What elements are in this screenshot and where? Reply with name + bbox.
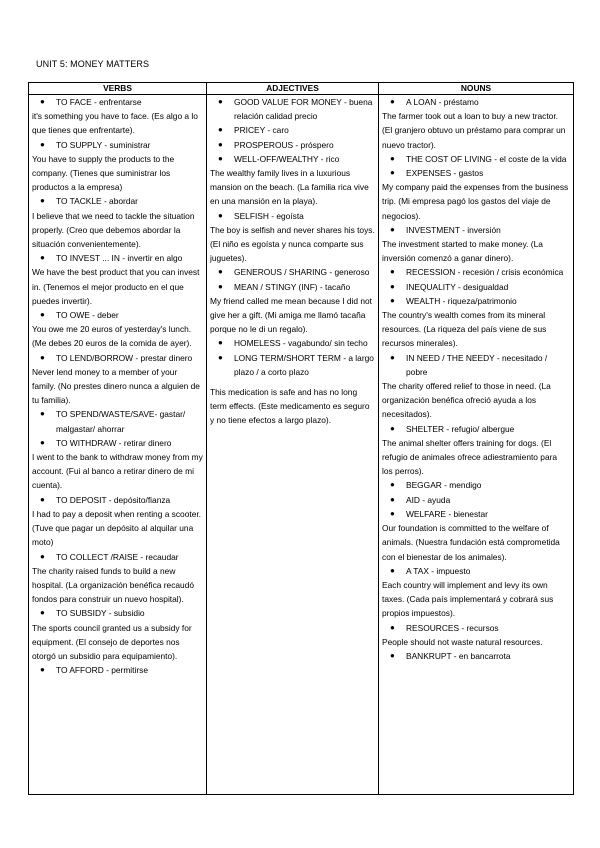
bullet-icon: ●	[218, 153, 223, 163]
vocab-term	[382, 478, 570, 492]
vocab-term-text: TO WITHDRAW - retirar dinero	[56, 437, 172, 448]
vocab-term-text: HOMELESS - vagabundo/ sin techo	[234, 338, 368, 349]
vocab-term	[32, 606, 203, 620]
vocab-term	[32, 407, 203, 435]
vocab-term-text: SELFISH - egoísta	[234, 210, 304, 221]
vocab-term	[32, 493, 203, 507]
bullet-icon: ●	[390, 267, 395, 277]
bullet-icon: ●	[390, 622, 395, 632]
bullet-icon: ●	[390, 480, 395, 490]
example-sentence: The investment started to make money. (La inversión comenzó a ganar dinero).	[382, 239, 543, 264]
vocab-term-text: INVESTMENT - inversión	[406, 224, 501, 235]
vocab-term	[32, 194, 203, 208]
vocab-term	[382, 564, 570, 578]
bullet-icon: ●	[218, 352, 223, 362]
vocab-term	[382, 280, 570, 294]
vocab-term-text: TO SPEND/WASTE/SAVE- gastar/ malgastar/ ahorrar	[56, 409, 186, 434]
vocab-term	[32, 436, 203, 450]
vocab-term	[32, 308, 203, 322]
example-sentence: The farmer took out a loan to buy a new tractor. (El granjero obtuvo un préstamo para comprar un nuevo tractor).	[382, 111, 566, 150]
adjectives-column	[207, 95, 379, 795]
example-sentence: My company paid the expenses from the business trip. (Mi empresa pagó los gastos del viaje de negocios).	[382, 182, 569, 221]
vocab-term	[210, 152, 375, 166]
bullet-icon: ●	[218, 267, 223, 277]
vocab-term-text: A TAX - impuesto	[406, 565, 471, 576]
vocab-term	[210, 95, 375, 123]
vocab-term-text: TO COLLECT /RAISE - recaudar	[56, 551, 179, 562]
vocab-term-text: TO TACKLE - abordar	[56, 196, 138, 207]
vocab-term	[210, 265, 375, 279]
example-sentence: Never lend money to a member of your family. (No prestes dinero nunca a alguien de tu familia).	[32, 366, 200, 406]
vocabulary-table	[28, 82, 574, 795]
bullet-icon: ●	[40, 665, 45, 675]
bullet-icon: ●	[40, 139, 45, 149]
vocab-term-text: RECESSION - recesión / crisis económica	[406, 267, 564, 278]
vocab-term	[210, 336, 375, 350]
example-sentence: My friend called me mean because I did not give her a gift. (Mi amiga me llamó tacaña porque no le di un regalo).	[210, 295, 373, 335]
example-sentence: I believe that we need to tackle the situation properly. (Creo que debemos abordar la situación convenientemente).	[32, 210, 195, 250]
vocab-term	[32, 351, 203, 365]
header-adjectives: ADJECTIVES	[207, 83, 379, 95]
bullet-icon: ●	[40, 437, 45, 447]
bullet-icon: ●	[40, 608, 45, 618]
example-sentence: People should not waste natural resources.	[382, 636, 543, 647]
vocab-term-text: EXPENSES - gastos	[406, 168, 484, 179]
vocab-term	[210, 138, 375, 152]
vocab-term-text: TO SUPPLY - suministrar	[56, 139, 151, 150]
bullet-icon: ●	[218, 97, 223, 106]
vocab-term-text: INEQUALITY - desigualdad	[406, 281, 509, 292]
bullet-icon: ●	[390, 281, 395, 291]
bullet-icon: ●	[40, 409, 45, 419]
example-sentence: You owe me 20 euros of yesterday's lunch. (Me debes 20 euros de la comida de ayer).	[32, 324, 192, 349]
bullet-icon: ●	[40, 494, 45, 504]
example-sentence: The boy is selfish and never shares his toys. (El niño es egoísta y nunca comparte sus juguetes).	[210, 224, 375, 264]
example-sentence: it's something you have to face. (Es algo a lo que tienes que enfrentarte).	[32, 111, 198, 136]
vocab-term-text: BANKRUPT - en bancarrota	[406, 650, 511, 661]
example-sentence: The wealthy family lives in a luxurious mansion on the beach. (La familia rica vive en una mansión en la playa).	[210, 168, 369, 207]
example-sentence: This medication is safe and has no long term effects. (Este medicamento es seguro y no tiene efectos a largo plazo).	[210, 387, 370, 426]
vocab-term	[32, 95, 203, 109]
vocab-term	[32, 138, 203, 152]
bullet-icon: ●	[390, 168, 395, 178]
bullet-icon: ●	[40, 551, 45, 561]
bullet-icon: ●	[390, 224, 395, 234]
example-sentence: The sports council granted us a subsidy for equipment. (El consejo de deportes nos otorgó un subsidio para equipamiento).	[32, 622, 192, 661]
bullet-icon: ●	[218, 210, 223, 220]
vocab-term-text: AID - ayuda	[406, 494, 451, 505]
vocab-term-text: RESOURCES - recursos	[406, 622, 499, 633]
verbs-column	[29, 95, 207, 795]
nouns-column	[379, 95, 574, 795]
vocab-term	[382, 649, 570, 663]
bullet-icon: ●	[390, 97, 395, 106]
bullet-icon: ●	[390, 494, 395, 504]
vocab-term-text: GENEROUS / SHARING - generoso	[234, 267, 370, 278]
vocab-term-text: WEALTH - riqueza/patrimonio	[406, 295, 517, 306]
vocab-term	[382, 166, 570, 180]
vocab-term	[382, 223, 570, 237]
bullet-icon: ●	[218, 125, 223, 135]
vocab-term-text: TO DEPOSIT - depósito/fianza	[56, 494, 171, 505]
vocab-term	[382, 493, 570, 507]
vocab-term	[382, 351, 570, 379]
bullet-icon: ●	[390, 423, 395, 433]
vocab-term	[210, 123, 375, 137]
vocab-term-text: TO INVEST ... IN - invertir en algo	[56, 253, 183, 264]
vocab-term-text: GOOD VALUE FOR MONEY - buena relación calidad precio	[234, 97, 373, 122]
bullet-icon: ●	[40, 352, 45, 362]
example-sentence: We have the best product that you can invest in. (Tenemos el mejor producto en el que puedes invertir).	[32, 267, 200, 306]
example-sentence: You have to supply the products to the company. (Tienes que suministrar los productos a la empresa)	[32, 153, 175, 193]
bullet-icon: ●	[40, 196, 45, 206]
vocab-term-text: MEAN / STINGY (INF) - tacaño	[234, 281, 351, 292]
bullet-icon: ●	[218, 281, 223, 291]
vocab-term-text: TO FACE - enfrentarse	[56, 97, 142, 107]
vocab-term	[210, 280, 375, 294]
bullet-icon: ●	[40, 97, 45, 106]
bullet-icon: ●	[390, 295, 395, 305]
vocab-term-text: THE COST OF LIVING - el coste de la vida	[406, 153, 567, 164]
vocab-term-text: PROSPEROUS - próspero	[234, 139, 334, 150]
vocab-term	[382, 95, 570, 109]
vocab-term-text: WELFARE - bienestar	[406, 508, 488, 519]
vocab-term-text: TO LEND/BORROW - prestar dinero	[56, 352, 193, 363]
vocab-term-text: A LOAN - préstamo	[406, 97, 479, 107]
vocab-term	[210, 351, 375, 379]
table-header-row	[29, 83, 574, 95]
bullet-icon: ●	[40, 253, 45, 263]
vocab-term	[382, 294, 570, 308]
vocab-term-text: TO SUBSIDY - subsidio	[56, 608, 145, 619]
vocab-term	[382, 621, 570, 635]
example-sentence: I had to pay a deposit when renting a scooter. (Tuve que pagar un depósito al alquilar una moto)	[32, 508, 202, 548]
bullet-icon: ●	[40, 310, 45, 320]
vocab-term-text: PRICEY - caro	[234, 125, 289, 136]
example-sentence: Each country will implement and levy its own taxes. (Cada país implementará y cobrará sus propios impuestos).	[382, 579, 554, 619]
vocab-term	[32, 251, 203, 265]
bullet-icon: ●	[390, 565, 395, 575]
vocab-term-text: IN NEED / THE NEEDY - necesitado / pobre	[406, 352, 548, 377]
vocab-term-text: TO OWE - deber	[56, 310, 119, 321]
vocab-term	[382, 265, 570, 279]
example-sentence: The charity raised funds to build a new hospital. (La organización benéfica recaudó fondos para construir un nuevo hospital).	[32, 565, 195, 605]
vocab-term	[382, 507, 570, 521]
vocab-term	[32, 663, 203, 677]
vocab-term	[382, 422, 570, 436]
bullet-icon: ●	[390, 352, 395, 362]
vocab-term	[210, 209, 375, 223]
bullet-icon: ●	[390, 650, 395, 660]
header-verbs: VERBS	[29, 83, 207, 95]
table-body-row	[29, 95, 574, 795]
vocab-term	[382, 152, 570, 166]
vocab-term-text: TO AFFORD - permitirse	[56, 665, 148, 676]
bullet-icon: ●	[218, 338, 223, 348]
header-nouns: NOUNS	[379, 83, 574, 95]
bullet-icon: ●	[390, 508, 395, 518]
example-sentence: Our foundation is committed to the welfare of animals. (Nuestra fundación está comprometida con el bienestar de los animales).	[382, 523, 560, 562]
example-sentence: The animal shelter offers training for dogs. (El refugio de animales ofrece adiestramiento para los perros).	[382, 437, 558, 477]
bullet-icon: ●	[218, 139, 223, 149]
example-sentence: The charity offered relief to those in need. (La organización benéfica ofreció ayuda a los necesitados).	[382, 381, 551, 420]
vocab-term-text: LONG TERM/SHORT TERM - a largo plazo / a corto plazo	[234, 352, 374, 377]
vocab-term	[32, 550, 203, 564]
example-sentence: I went to the bank to withdraw money from my account. (Fui al banco a retirar dinero de mi cuenta).	[32, 452, 203, 491]
bullet-icon: ●	[390, 153, 395, 163]
example-sentence: The country's wealth comes from its mineral resources. (La riqueza del país viene de sus recursos minerales).	[382, 310, 547, 349]
vocab-term-text: SHELTER - refugio/ albergue	[406, 423, 515, 434]
document-title: UNIT 5: MONEY MATTERS	[36, 59, 150, 69]
vocab-term-text: WELL-OFF/WEALTHY - rico	[234, 153, 340, 164]
vocab-term-text: BEGGAR - mendigo	[406, 480, 482, 491]
